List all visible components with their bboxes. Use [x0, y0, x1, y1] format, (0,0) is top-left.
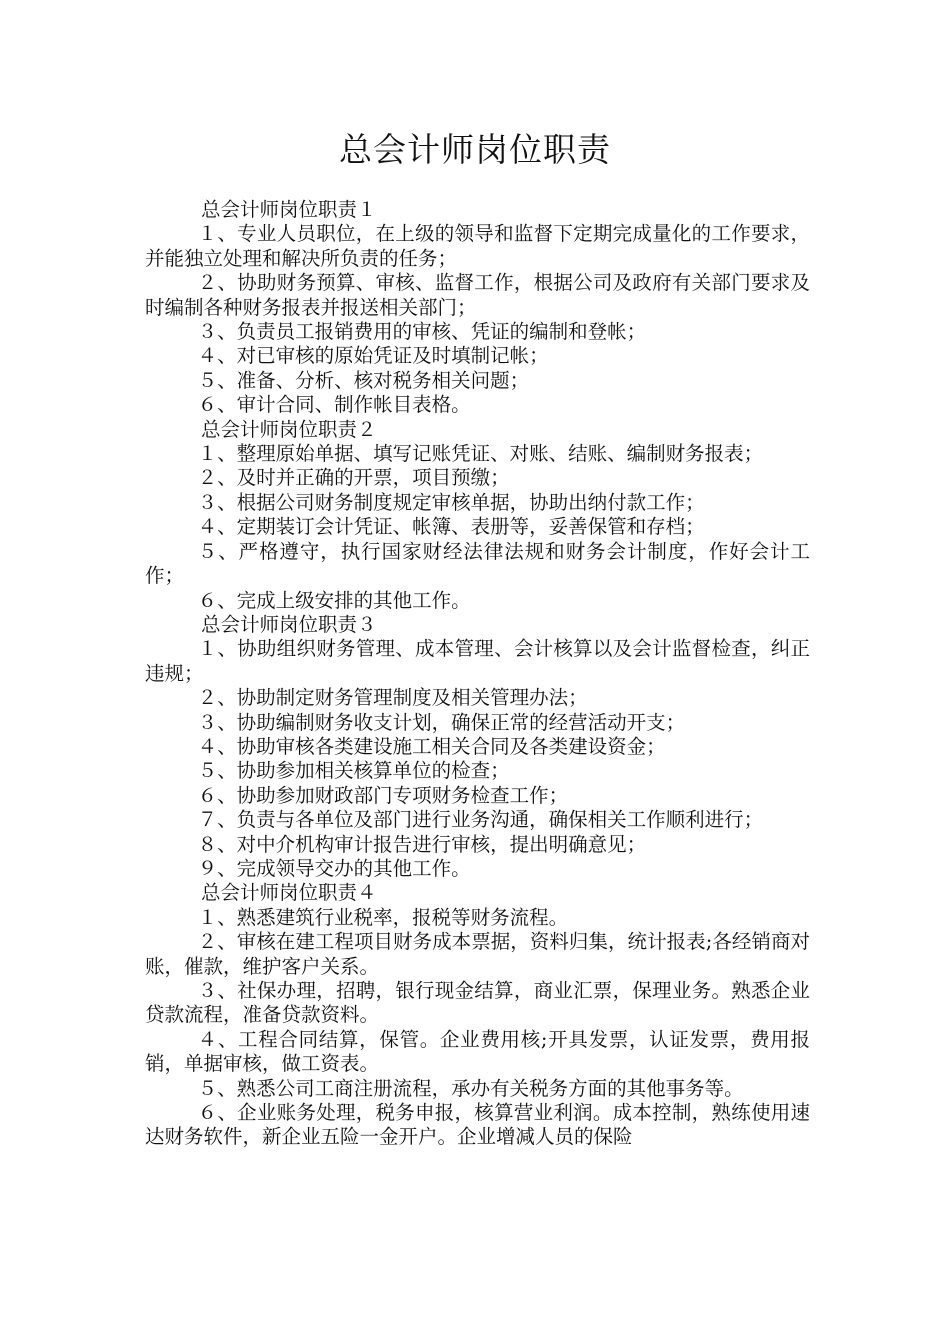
list-item: ４、对已审核的原始凭证及时填制记帐；	[197, 344, 549, 368]
list-item: １、整理原始单据、填写记账凭证、对账、结账、编制财务报表；	[197, 442, 764, 466]
list-item: ６、企业账务处理，税务申报，核算营业利润。成本控制，熟练使用速达财务软件，新企业五险一金开户。企业增减人员的保险	[145, 1101, 810, 1149]
list-item: ７、负责与各单位及部门进行业务沟通，确保相关工作顺利进行；	[197, 808, 764, 832]
list-item: ２、及时并正确的开票，项目预缴；	[197, 466, 510, 490]
section-heading: 总会计师岗位职责３	[201, 612, 377, 636]
document-title: 总会计师岗位职责	[339, 130, 611, 169]
list-item: ４、定期装订会计凭证、帐簿、表册等，妥善保管和存档；	[197, 515, 705, 539]
list-item: ２、协助财务预算、审核、监督工作，根据公司及政府有关部门要求及时编制各种财务报表并报送相关部门；	[145, 271, 810, 319]
list-item: ６、审计合同、制作帐目表格。	[197, 393, 471, 417]
list-item: １、熟悉建筑行业税率，报税等财务流程。	[197, 905, 569, 929]
list-item: ３、协助编制财务收支计划，确保正常的经营活动开支；	[197, 710, 686, 734]
section	[145, 418, 810, 613]
section-heading: 总会计师岗位职责１	[201, 198, 377, 221]
list-item: ４、协助审核各类建设施工相关合同及各类建设资金；	[197, 734, 666, 758]
section	[145, 198, 810, 418]
list-item: ５、严格遵守，执行国家财经法律法规和财务会计制度，作好会计工作；	[145, 539, 810, 588]
list-item: ２、协助制定财务管理制度及相关管理办法；	[197, 686, 588, 710]
list-item: ９、完成领导交办的其他工作。	[197, 856, 471, 880]
document-body	[145, 198, 810, 1150]
list-item: １、协助组织财务管理、成本管理、会计核算以及会计监督检查，纠正违规；	[145, 637, 810, 685]
list-item: ４、工程合同结算，保管。企业费用核;开具发票，认证发票，费用报销，单据审核，做工资表。	[145, 1027, 810, 1076]
list-item: ５、准备、分析、核对税务相关问题；	[197, 368, 530, 392]
section-heading: 总会计师岗位职责４	[201, 881, 377, 905]
list-item: ６、协助参加财政部门专项财务检查工作；	[197, 783, 569, 807]
list-item: ５、熟悉公司工商注册流程，承办有关税务方面的其他事务等。	[197, 1076, 744, 1100]
list-item: ３、根据公司财务制度规定审核单据，协助出纳付款工作；	[197, 490, 705, 514]
list-item: １、专业人员职位，在上级的领导和监督下定期完成量化的工作要求，并能独立处理和解决所负责的任务；	[145, 222, 810, 270]
section	[145, 613, 810, 881]
list-item: ３、社保办理，招聘，银行现金结算，商业汇票，保理业务。熟悉企业贷款流程，准备贷款资料。	[145, 979, 810, 1027]
list-item: ６、完成上级安排的其他工作。	[197, 588, 471, 612]
section-heading: 总会计师岗位职责２	[201, 417, 377, 441]
list-item: ８、对中介机构审计报告进行审核，提出明确意见；	[197, 832, 647, 856]
list-item: ３、负责员工报销费用的审核、凭证的编制和登帐；	[197, 320, 647, 344]
list-item: ５、协助参加相关核算单位的检查；	[197, 759, 510, 783]
list-item: ２、审核在建工程项目财务成本票据，资料归集，统计报表;各经销商对账，催款，维护客户关系。	[145, 930, 810, 978]
section	[145, 881, 810, 1149]
